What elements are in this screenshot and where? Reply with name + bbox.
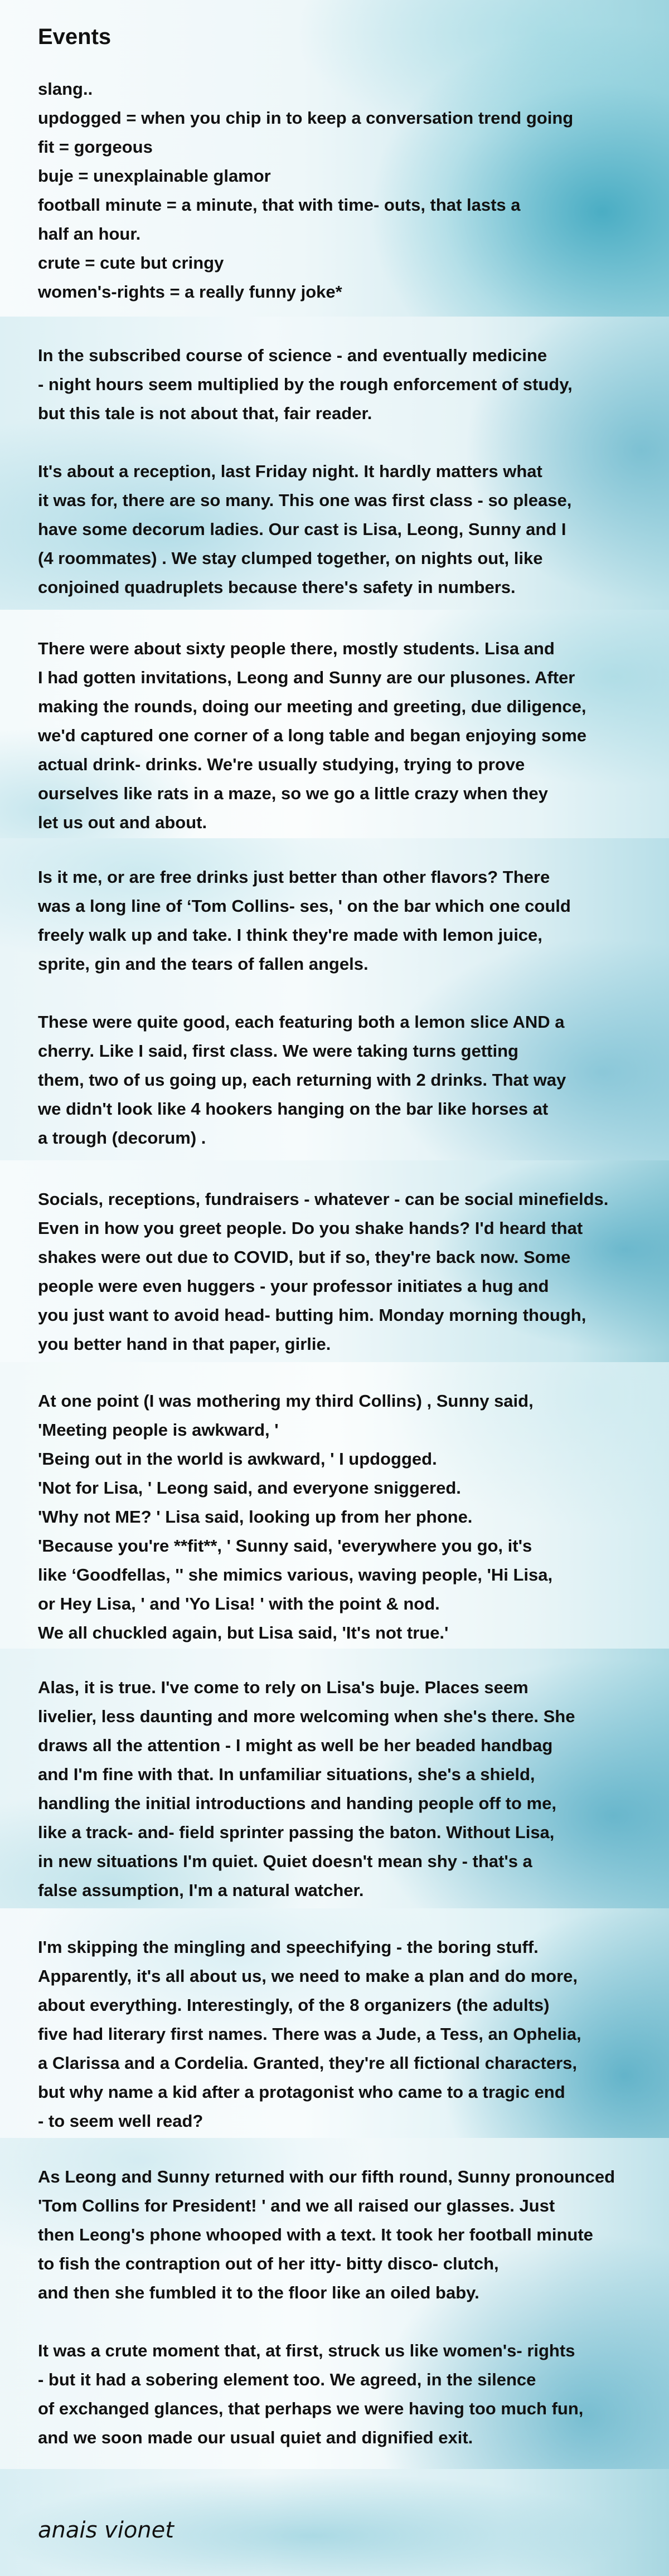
poem-stanza: Is it me, or are free drinks just better than other flavors? There was a long line of ‘Tom Collins- ses, ' on the bar which one could freely walk up and take. I think they're made with lemon juice, sprite, gin and the tears of fallen angels. These were quite good, each featuring both a lemon slice AND a cherry. Like I said, first class. We were taking turns getting them, two of us going up, each returning with 2 drinks. That way we didn't look like 4 hookers hanging on the bar like horses at a trough (decorum) . xyxy=(38,867,571,1148)
section-socials xyxy=(0,1160,669,1362)
section-dialogue xyxy=(0,1362,669,1649)
poem-stanza: In the subscribed course of science - and eventually medicine - night hours seem multiplied by the rough enforcement of study, but this tale is not about that, fair reader. It's about a reception, last Friday night. It hardly matters what it was for, there are so many. This one was first class - so please, have some decorum ladies. Our cast is Lisa, Leong, Sunny and I (4 roommates) . We stay clumped together, on nights out, like conjoined quadruplets because there's safety in numbers. xyxy=(38,346,573,597)
section-organizers xyxy=(0,1908,669,2138)
page-title: Events xyxy=(38,25,112,49)
section-buje xyxy=(0,1649,669,1908)
poem-stanza: I'm skipping the mingling and speechifying - the boring stuff. Apparently, it's all about us, we need to make a plan and do more, about everything. Interestingly, of the 8 organizers (the adults) five had literary first names. There was a Jude, a Tess, an Ophelia, a Clarissa and a Cordelia. Granted, they're all fictional characters, but why name a kid after a protagonist who came to a tragic end - to seem well read? xyxy=(38,1937,581,2131)
poem-stanza: At one point (I was mothering my third Collins) , Sunny said, 'Meeting people is awkward, ' 'Being out in the world is awkward, ' I updogged. 'Not for Lisa, ' Leong said, and everyone sniggered. 'Why not ME? ' Lisa said, looking up from her phone. 'Because you're **fit**, ' Sunny said, 'everywhere you go, it's like ‘Goodfellas, '' she mimics various, waving people, 'Hi Lisa, or Hey Lisa, ' and 'Yo Lisa! ' with the point & nod. We all chuckled again, but Lisa said, 'It's not true.' xyxy=(38,1391,553,1642)
poem-stanza: slang.. updogged = when you chip in to keep a conversation trend going fit = gorgeous buje = unexplainable glamor football minute = a minute, that with time- outs, that lasts a half an hour. crute = cute but cringy women's-rights = a really funny joke* xyxy=(38,79,574,302)
poem-stanza: Alas, it is true. I've come to rely on Lisa's buje. Places seem livelier, less daunting and more welcoming when she's there. She draws all the attention - I might as well be her beaded handbag and I'm fine with that. In unfamiliar situations, she's a shield, handling the initial introductions and handing people off to me, like a track- and- field sprinter passing the baton. Without Lisa, in new situations I'm quiet. Quiet doesn't mean shy - that's a false assumption, I'm a natural watcher. xyxy=(38,1678,575,1900)
section-drinks xyxy=(0,838,669,1160)
section-reception xyxy=(0,317,669,610)
section-students xyxy=(0,610,669,838)
poem-stanza: Socials, receptions, fundraisers - whatever - can be social minefields. Even in how you greet people. Do you shake hands? I'd heard that shakes were out due to COVID, but if so, they're back now. Some people were even huggers - your professor initiates a hug and you just want to avoid head- butting him. Monday morning though, you better hand in that paper, girlie. xyxy=(38,1189,609,1354)
poem-stanza: As Leong and Sunny returned with our fifth round, Sunny pronounced 'Tom Collins for President! ' and we all raised our glasses. Just then Leong's phone whooped with a text. It took her football minute to fish the contraption out of her itty- bitty disco- clutch, and then she fumbled it to the floor like an oiled baby. It was a crute moment that, at first, struck us like women's- rights - but it had a sobering element too. We agreed, in the silence of exchanged glances, that perhaps we were having too much fun, and we soon made our usual quiet and dignified exit. xyxy=(38,2167,615,2447)
author-name[interactable]: anais vionet xyxy=(38,2517,174,2543)
poem-stanza: There were about sixty people there, mostly students. Lisa and I had gotten invitations, Leong and Sunny are our plusones. After making the rounds, doing our meeting and greeting, due diligence, we'd captured one corner of a long table and began enjoying some actual drink- drinks. We're usually studying, trying to prove ourselves like rats in a maze, so we go a little crazy when they let us out and about. xyxy=(38,639,587,832)
section-exit xyxy=(0,2138,669,2469)
author-footer xyxy=(0,2469,669,2576)
section-slang xyxy=(0,0,669,317)
